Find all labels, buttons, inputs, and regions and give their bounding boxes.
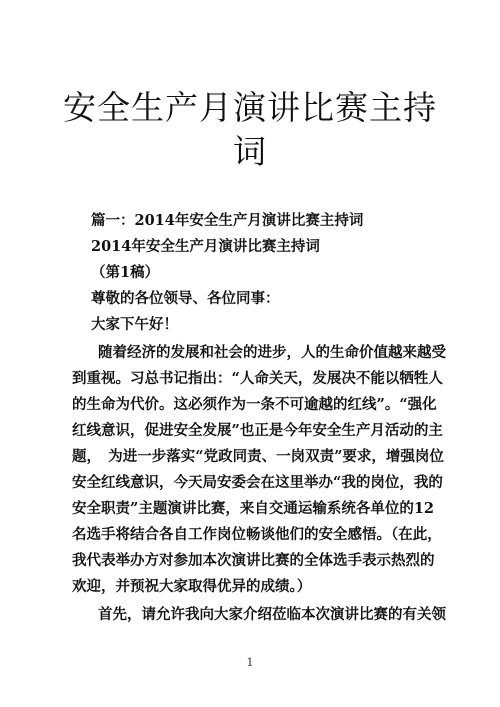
section-heading: 篇一：2014年安全生产月演讲比赛主持词 [91,212,364,229]
body-line: 安全红线意识，今天局安委会在这里举办“我的岗位，我的 [72,474,443,491]
document-title-line-1: 安全生产月演讲比赛主持 [63,88,437,127]
page-number: 1 [246,656,254,669]
body-line: 名选手将结合各自工作岗位畅谈他们的安全感悟。（在此， [72,526,442,543]
greeting: 大家下午好！ [91,316,178,333]
draft-note: （第1稿） [91,264,160,281]
body-line: 首先，请允许我向大家介绍莅临本次演讲比赛的有关领 [98,606,446,623]
body-line: 题， 为进一步落实“党政同责、一岗双责”要求，增强岗位 [72,448,444,465]
body-line: 红线意识，促进安全发展”也正是今年安全生产月活动的主 [72,422,443,439]
body-line: 到重视。习总书记指出：“人命关天，发展决不能以牺牲人 [72,370,443,387]
body-line: 安全职责”主题演讲比赛，来自交通运输系统各单位的12 [72,500,435,517]
body-line: 我代表举办方对参加本次演讲比赛的全体选手表示热烈的 [72,552,435,569]
body-line: 随着经济的发展和社会的进步，人的生命价值越来越受 [98,344,446,361]
body-line: 的生命为代价。这必须作为一条不可逾越的红线”。“强化 [72,396,437,413]
section-subheading: 2014年安全生产月演讲比赛主持词 [91,238,320,255]
salutation: 尊敬的各位领导、各位同事： [91,290,280,307]
document-title-line-2: 词 [233,132,267,171]
body-line: 欢迎，并预祝大家取得优异的成绩。） [72,578,312,595]
